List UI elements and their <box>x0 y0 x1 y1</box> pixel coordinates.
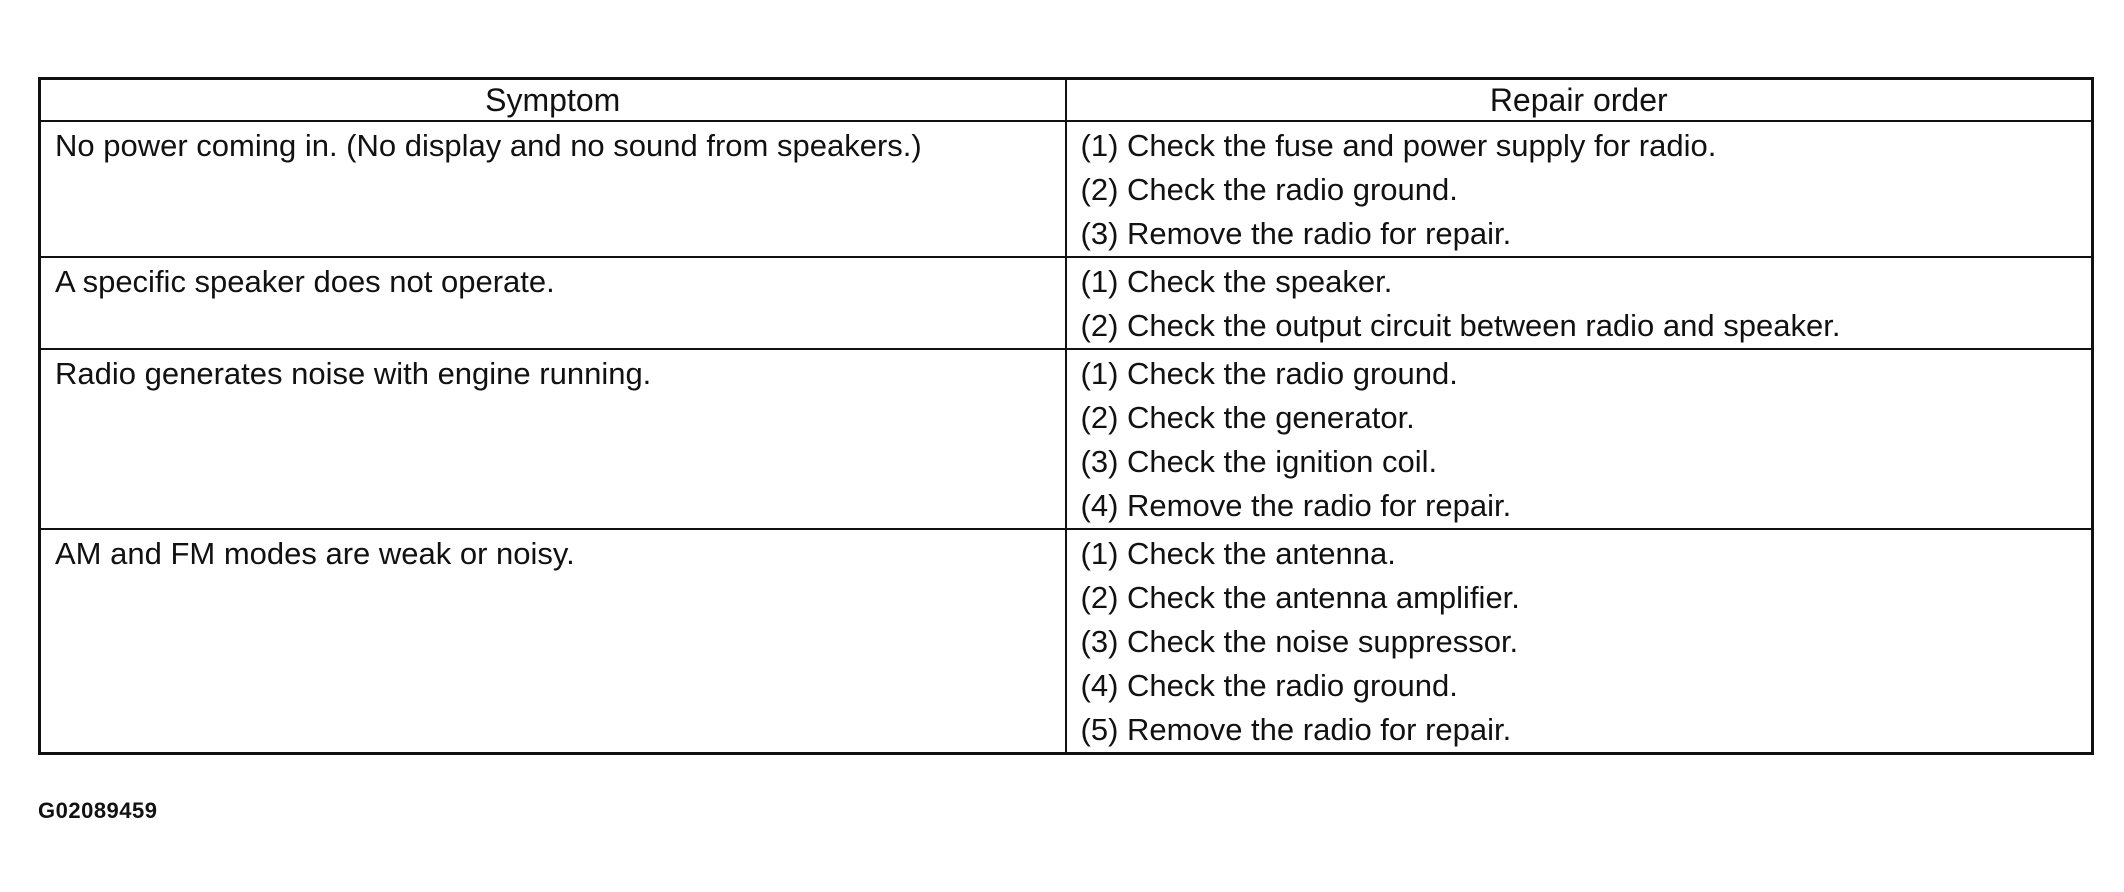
repair-step: (1) Check the speaker. <box>1080 264 1393 299</box>
table-row <box>40 257 2093 349</box>
repair-step: (5) Remove the radio for repair. <box>1080 712 1512 747</box>
repair-step: (2) Check the generator. <box>1080 400 1415 435</box>
table-row <box>40 349 2093 529</box>
figure-id: G02089459 <box>38 798 158 823</box>
troubleshooting-table <box>38 77 2094 755</box>
repair-step: (1) Check the radio ground. <box>1080 356 1458 391</box>
table-row <box>40 529 2093 754</box>
repair-step: (3) Check the noise suppressor. <box>1080 624 1519 659</box>
symptom-cell: A specific speaker does not operate. <box>40 257 1066 349</box>
repair-step: (4) Remove the radio for repair. <box>1080 488 1512 523</box>
repair-step: (1) Check the antenna. <box>1080 536 1396 571</box>
repair-steps-cell <box>1066 121 2093 257</box>
repair-step: (1) Check the fuse and power supply for radio. <box>1080 128 1717 163</box>
repair-step: (3) Remove the radio for repair. <box>1080 216 1512 251</box>
repair-step: (2) Check the antenna amplifier. <box>1080 580 1520 615</box>
repair-step: (3) Check the ignition coil. <box>1080 444 1438 479</box>
repair-step: (4) Check the radio ground. <box>1080 668 1458 703</box>
table-row <box>40 121 2093 257</box>
repair-steps-cell <box>1066 257 2093 349</box>
symptom-cell: AM and FM modes are weak or noisy. <box>40 529 1066 754</box>
repair-steps-cell <box>1066 529 2093 754</box>
table-header-row <box>40 79 2093 122</box>
repair-step: (2) Check the radio ground. <box>1080 172 1458 207</box>
symptom-cell: Radio generates noise with engine running. <box>40 349 1066 529</box>
symptom-column-header: Symptom <box>40 79 1066 122</box>
symptom-cell: No power coming in. (No display and no sound from speakers.) <box>40 121 1066 257</box>
repair-steps-cell <box>1066 349 2093 529</box>
repair-order-column-header: Repair order <box>1066 79 2093 122</box>
repair-step: (2) Check the output circuit between radio and speaker. <box>1080 308 1841 343</box>
